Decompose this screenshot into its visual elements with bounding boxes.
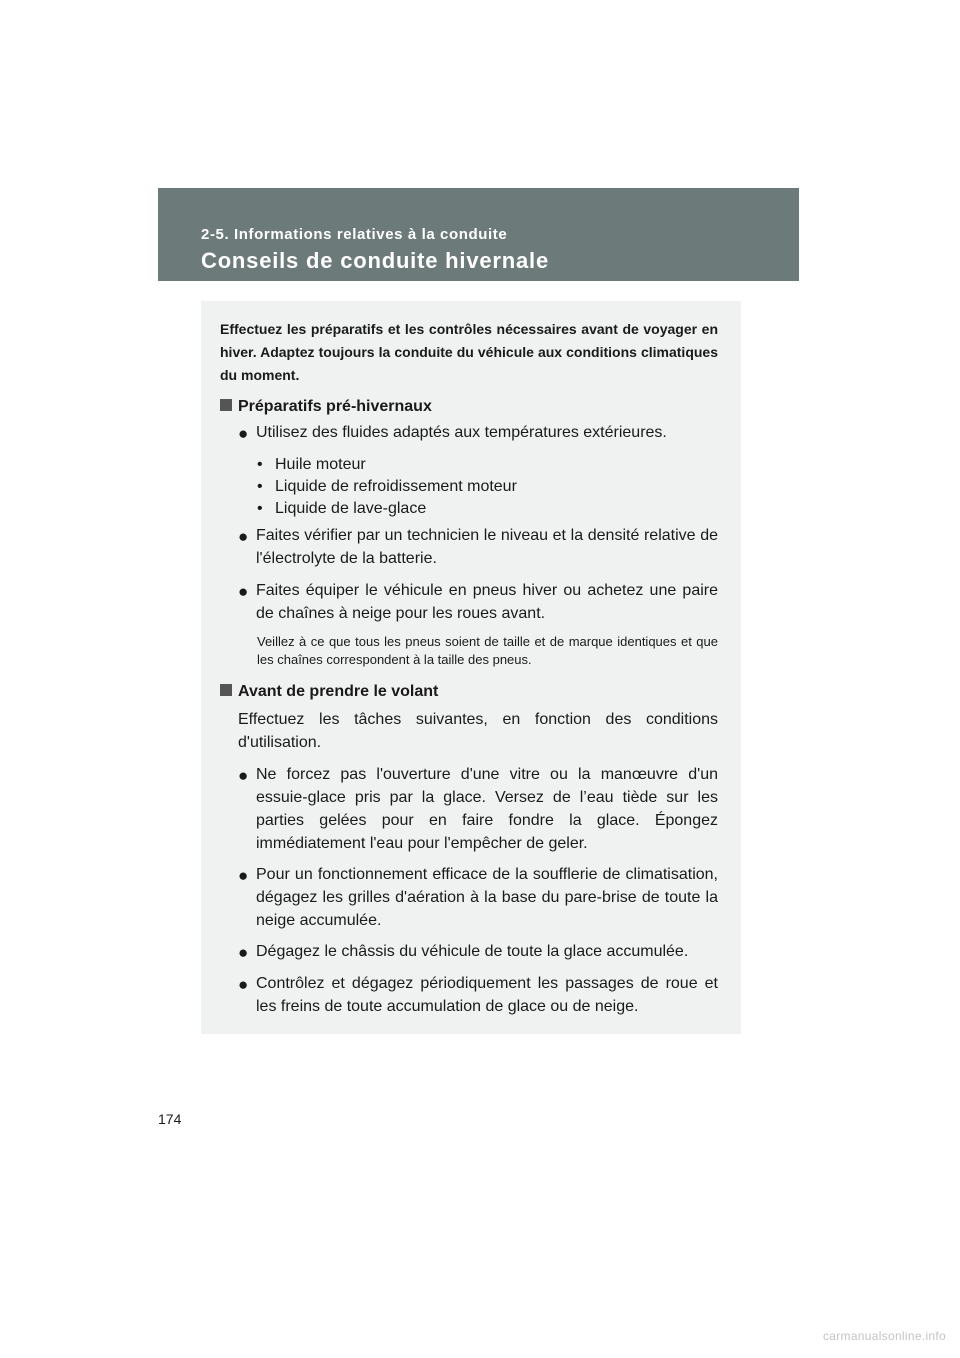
square-bullet-icon: [220, 684, 232, 696]
list-item: [238, 763, 718, 855]
page-title: Conseils de conduite hivernale: [201, 248, 549, 273]
dot-bullet-icon: •: [257, 456, 263, 473]
section-header: [158, 188, 799, 281]
sub-list-item: [257, 498, 426, 520]
square-bullet-icon: [220, 399, 232, 411]
round-bullet-icon: ●: [238, 582, 249, 601]
round-bullet-icon: ●: [238, 424, 249, 443]
intro-paragraph: Effectuez les préparatifs et les contrôles nécessaires avant de voyager en hiver. Adaptez toujours la conduite du véhicule aux conditions climatiques du moment.: [220, 321, 718, 383]
list-item: [238, 524, 718, 570]
list-item-text: Faites vérifier par un technicien le niveau et la densité relative de l'électrolyte de la batterie.: [256, 527, 718, 567]
page-number: 174: [158, 1111, 182, 1127]
dot-bullet-icon: •: [257, 500, 263, 517]
heading-before-driving: [220, 683, 438, 701]
sub-list-item: [257, 454, 366, 476]
list-item-text: Contrôlez et dégagez périodiquement les passages de roue et les freins de toute accumulation de glace ou de neige.: [256, 975, 718, 1015]
section-label: 2-5. Informations relatives à la conduite: [201, 226, 508, 243]
list-item-text: Utilisez des fluides adaptés aux températures extérieures.: [256, 424, 667, 441]
list-item-text: Pour un fonctionnement efficace de la soufflerie de climatisation, dégagez les grilles d'aération à la base du pare-brise de toute la neige accumulée.: [256, 866, 718, 929]
list-item-text: Dégagez le châssis du véhicule de toute la glace accumulée.: [256, 943, 689, 960]
list-item-text: Ne forcez pas l'ouverture d'une vitre ou la manœuvre d'un essuie-glace pris par la glace. Versez de l’eau tiède sur les parties gelées pour en faire fondre la glace. Épongez immédiatement l'eau pour l'empêcher de geler.: [256, 766, 718, 852]
before-driving-intro: Effectuez les tâches suivantes, en fonction des conditions d'utilisation.: [238, 711, 718, 751]
list-item: [238, 940, 718, 963]
sub-list-item-text: Liquide de lave-glace: [275, 500, 427, 517]
round-bullet-icon: ●: [238, 527, 249, 546]
round-bullet-icon: ●: [238, 766, 249, 785]
sub-list-item-text: Liquide de refroidissement moteur: [275, 478, 517, 495]
round-bullet-icon: ●: [238, 866, 249, 885]
watermark: carmanualsonline.info: [822, 1329, 946, 1343]
heading-preparations: [220, 398, 432, 416]
list-item: [238, 421, 718, 444]
round-bullet-icon: ●: [238, 943, 249, 962]
round-bullet-icon: ●: [238, 975, 249, 994]
list-item-text: Faites équiper le véhicule en pneus hiver ou achetez une paire de chaînes à neige pour les roues avant.: [256, 582, 718, 622]
heading-before-driving-text: Avant de prendre le volant: [238, 683, 439, 700]
heading-preparations-text: Préparatifs pré-hivernaux: [238, 398, 432, 415]
list-item: [238, 863, 718, 932]
content-panel: [201, 301, 741, 1034]
sub-list-item-text: Huile moteur: [275, 456, 366, 473]
sub-list-item: [257, 476, 517, 498]
list-item: [238, 972, 718, 1018]
tires-note: Veillez à ce que tous les pneus soient de taille et de marque identiques et que les chaînes correspondent à la taille des pneus.: [257, 634, 718, 667]
dot-bullet-icon: •: [257, 478, 263, 495]
list-item: [238, 579, 718, 625]
